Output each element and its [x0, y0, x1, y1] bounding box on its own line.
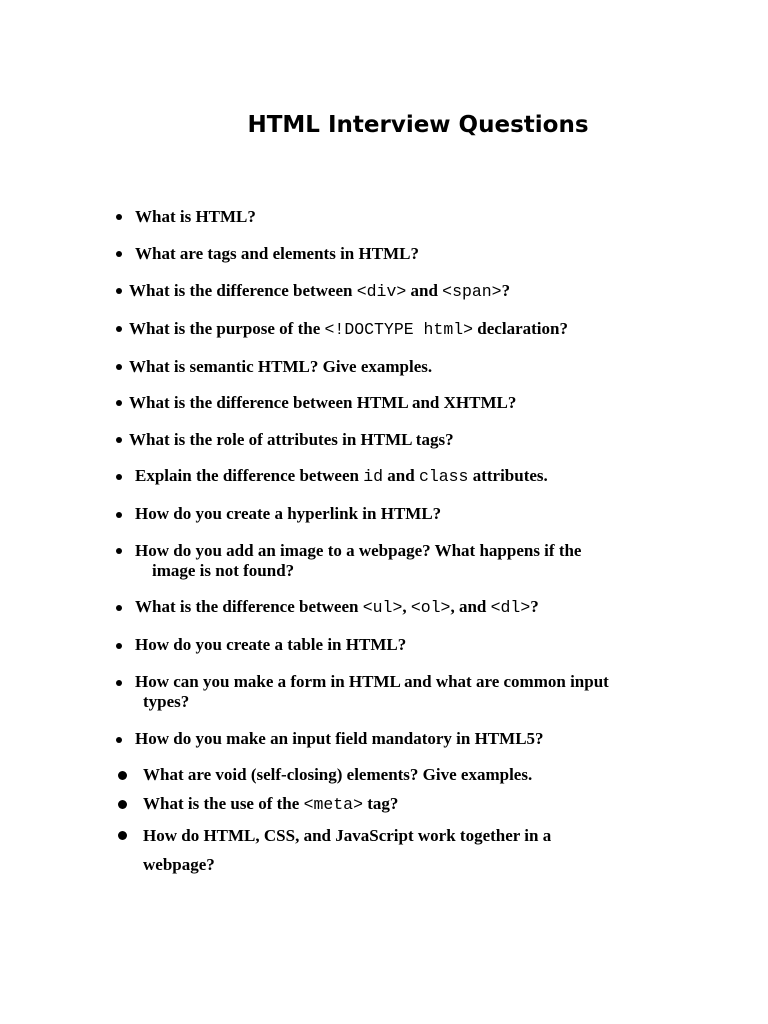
- question-text: How do HTML, CSS, and JavaScript work together in a: [143, 826, 552, 845]
- question-text: What is semantic HTML? Give examples.: [129, 357, 433, 376]
- bullet-icon: [116, 326, 122, 332]
- question-text: attributes.: [468, 466, 548, 485]
- question-text: What is HTML?: [135, 207, 256, 226]
- question-item: [143, 794, 398, 815]
- question-text: How do you add an image to a webpage? What happens if the: [135, 541, 582, 560]
- question-item: [135, 597, 539, 618]
- question-text: ?: [501, 281, 511, 300]
- bullet-icon: [116, 548, 122, 554]
- question-item: [143, 826, 551, 846]
- question-text: What are tags and elements in HTML?: [135, 244, 419, 263]
- question-item: [135, 672, 609, 692]
- question-text: declaration?: [473, 319, 568, 338]
- question-text: What is the purpose of the: [129, 319, 325, 338]
- bullet-icon: [116, 474, 122, 480]
- question-text: and: [383, 466, 419, 485]
- question-text: Explain the difference between: [135, 466, 364, 485]
- question-continuation: webpage?: [143, 855, 215, 874]
- question-item: [135, 244, 419, 264]
- code-snippet: <!DOCTYPE html>: [324, 320, 474, 339]
- code-snippet: <div>: [356, 282, 407, 301]
- question-item: [129, 319, 568, 340]
- question-text: How do you create a table in HTML?: [135, 635, 407, 654]
- bullet-icon: [116, 364, 122, 370]
- code-snippet: <ol>: [410, 598, 451, 617]
- question-text: What is the use of the: [143, 794, 304, 813]
- question-continuation: types?: [143, 692, 190, 711]
- bullet-icon: [116, 512, 122, 518]
- question-item: [135, 729, 544, 749]
- question-item: [129, 281, 510, 302]
- question-item: [129, 357, 432, 377]
- question-text: tag?: [362, 794, 399, 813]
- bullet-icon: [116, 605, 122, 611]
- page-title: HTML Interview Questions: [247, 112, 589, 138]
- question-text: ,: [402, 597, 411, 616]
- question-text: and: [406, 281, 443, 300]
- bullet-icon: [118, 771, 127, 780]
- bullet-icon: [116, 214, 122, 220]
- question-item: [135, 207, 256, 227]
- question-item: [135, 635, 406, 655]
- question-text: How do you create a hyperlink in HTML?: [135, 504, 442, 523]
- question-item: [135, 466, 548, 487]
- question-item: [135, 541, 581, 561]
- question-item: [135, 504, 441, 524]
- bullet-icon: [116, 680, 122, 686]
- bullet-icon: [118, 800, 127, 809]
- bullet-icon: [116, 400, 122, 406]
- bullet-icon: [118, 831, 127, 840]
- code-snippet: class: [418, 467, 469, 486]
- code-snippet: <meta>: [303, 795, 363, 814]
- question-item: [129, 393, 516, 413]
- question-text: What are void (self-closing) elements? Give examples.: [143, 765, 533, 784]
- question-text: What is the difference between: [129, 281, 357, 300]
- question-text: What is the role of attributes in HTML tags?: [129, 430, 454, 449]
- code-snippet: <span>: [442, 282, 502, 301]
- question-text: , and: [450, 597, 491, 616]
- question-text: What is the difference between HTML and XHTML?: [129, 393, 517, 412]
- code-snippet: id: [363, 467, 384, 486]
- bullet-icon: [116, 737, 122, 743]
- code-snippet: <ul>: [362, 598, 403, 617]
- code-snippet: <dl>: [490, 598, 531, 617]
- question-item: [143, 765, 532, 785]
- bullet-icon: [116, 643, 122, 649]
- question-text: How do you make an input field mandatory in HTML5?: [135, 729, 544, 748]
- question-text: ?: [530, 597, 539, 616]
- question-continuation: image is not found?: [152, 561, 295, 580]
- question-text: What is the difference between: [135, 597, 363, 616]
- bullet-icon: [116, 288, 122, 294]
- question-text: How can you make a form in HTML and what are common input: [135, 672, 609, 691]
- bullet-icon: [116, 251, 122, 257]
- bullet-icon: [116, 437, 122, 443]
- question-item: [129, 430, 454, 450]
